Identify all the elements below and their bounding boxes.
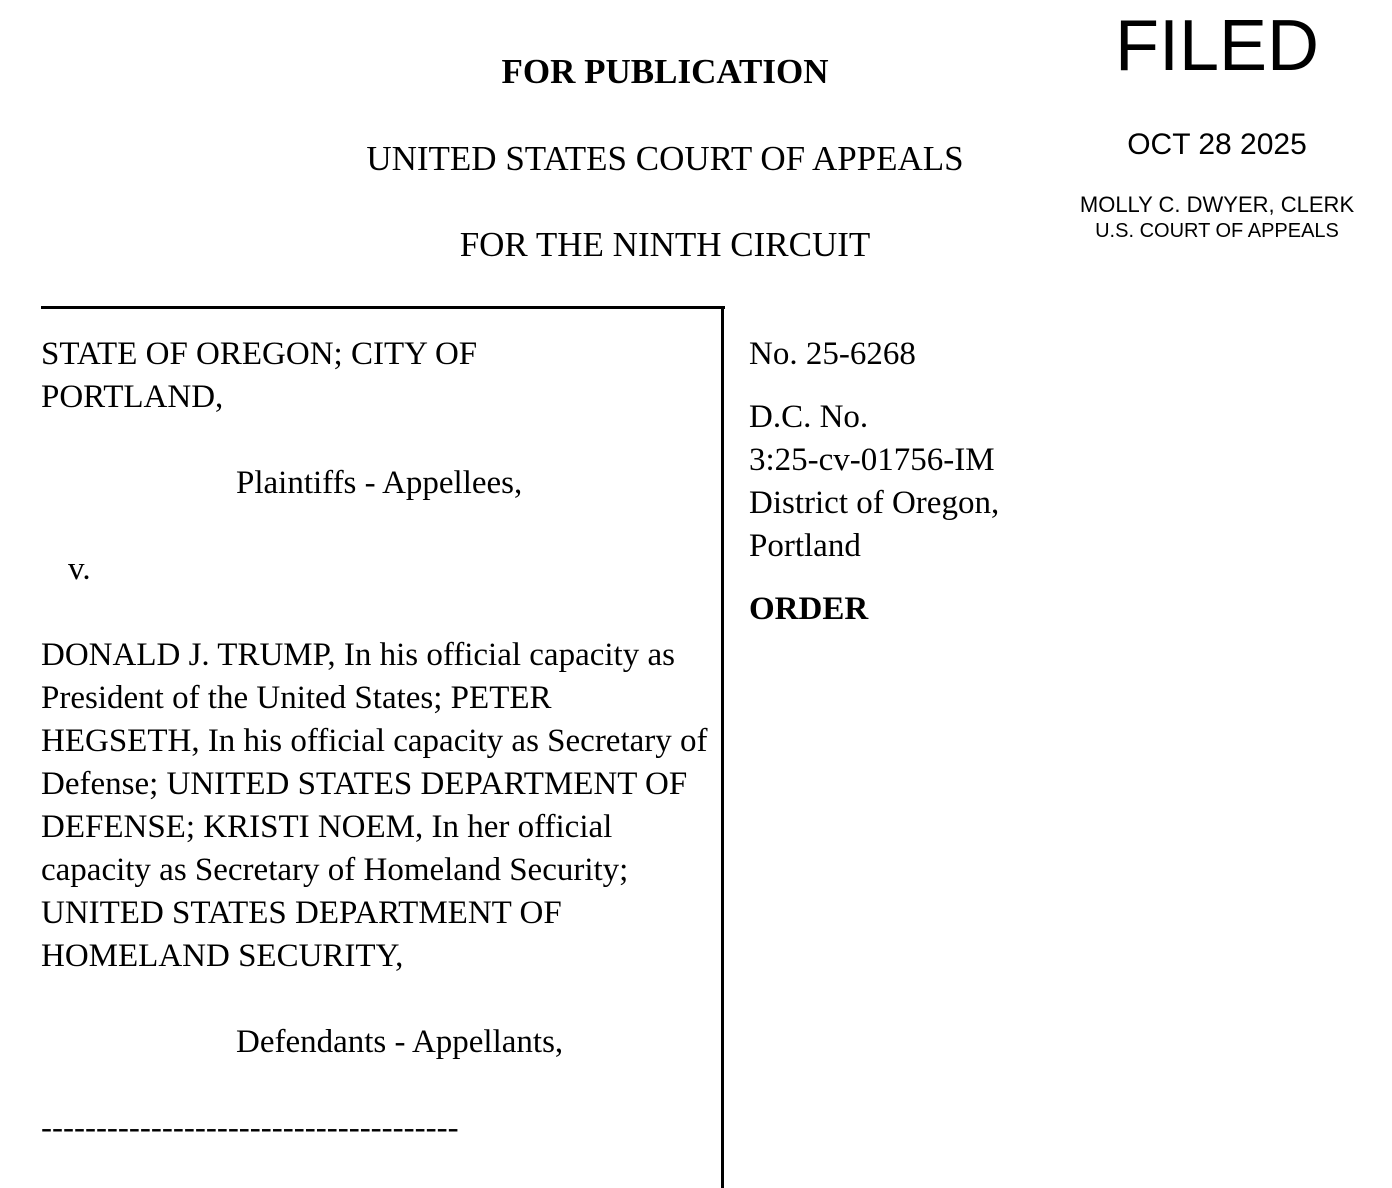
caption-separator: --------------------------------------	[41, 1110, 459, 1146]
dc-label: D.C. No.	[749, 399, 869, 435]
court-name: UNITED STATES COURT OF APPEALS	[366, 139, 964, 178]
document-type: ORDER	[749, 591, 869, 627]
defendants-role: Defendants - Appellants,	[236, 1024, 564, 1060]
case-number: No. 25-6268	[749, 336, 916, 372]
district-name: District of Oregon,	[749, 485, 1000, 521]
district-city: Portland	[749, 528, 861, 564]
publication-heading: FOR PUBLICATION	[501, 52, 829, 91]
caption-top-rule	[41, 306, 725, 309]
case-info	[749, 333, 1349, 631]
circuit-name: FOR THE NINTH CIRCUIT	[459, 225, 871, 264]
versus-label: v.	[68, 551, 91, 587]
filed-date: OCT 28 2025	[1127, 128, 1307, 161]
plaintiffs-names: STATE OF OREGON; CITY OF PORTLAND,	[41, 336, 478, 415]
dc-number: 3:25-cv-01756-IM	[749, 442, 995, 478]
caption-divider	[721, 306, 724, 1188]
stamp-court-name: U.S. COURT OF APPEALS	[1095, 220, 1339, 242]
filed-stamp	[1064, 0, 1370, 260]
plaintiffs-role: Plaintiffs - Appellees,	[236, 465, 523, 501]
clerk-name: MOLLY C. DWYER, CLERK	[1079, 192, 1355, 217]
case-caption-parties	[41, 333, 711, 1150]
filed-label: FILED	[1114, 6, 1320, 86]
defendants-names: DONALD J. TRUMP, In his official capacity as President of the United States; PETER HEGSETH, In his official capacity as Secretary of Defense; UNITED STATES DEPARTMENT OF DEFENSE; KRISTI NOEM, In her official capacity as Secretary of Homeland Security; UNITED STATES DEPARTMENT OF HOMELAND SECURITY,	[41, 637, 708, 974]
